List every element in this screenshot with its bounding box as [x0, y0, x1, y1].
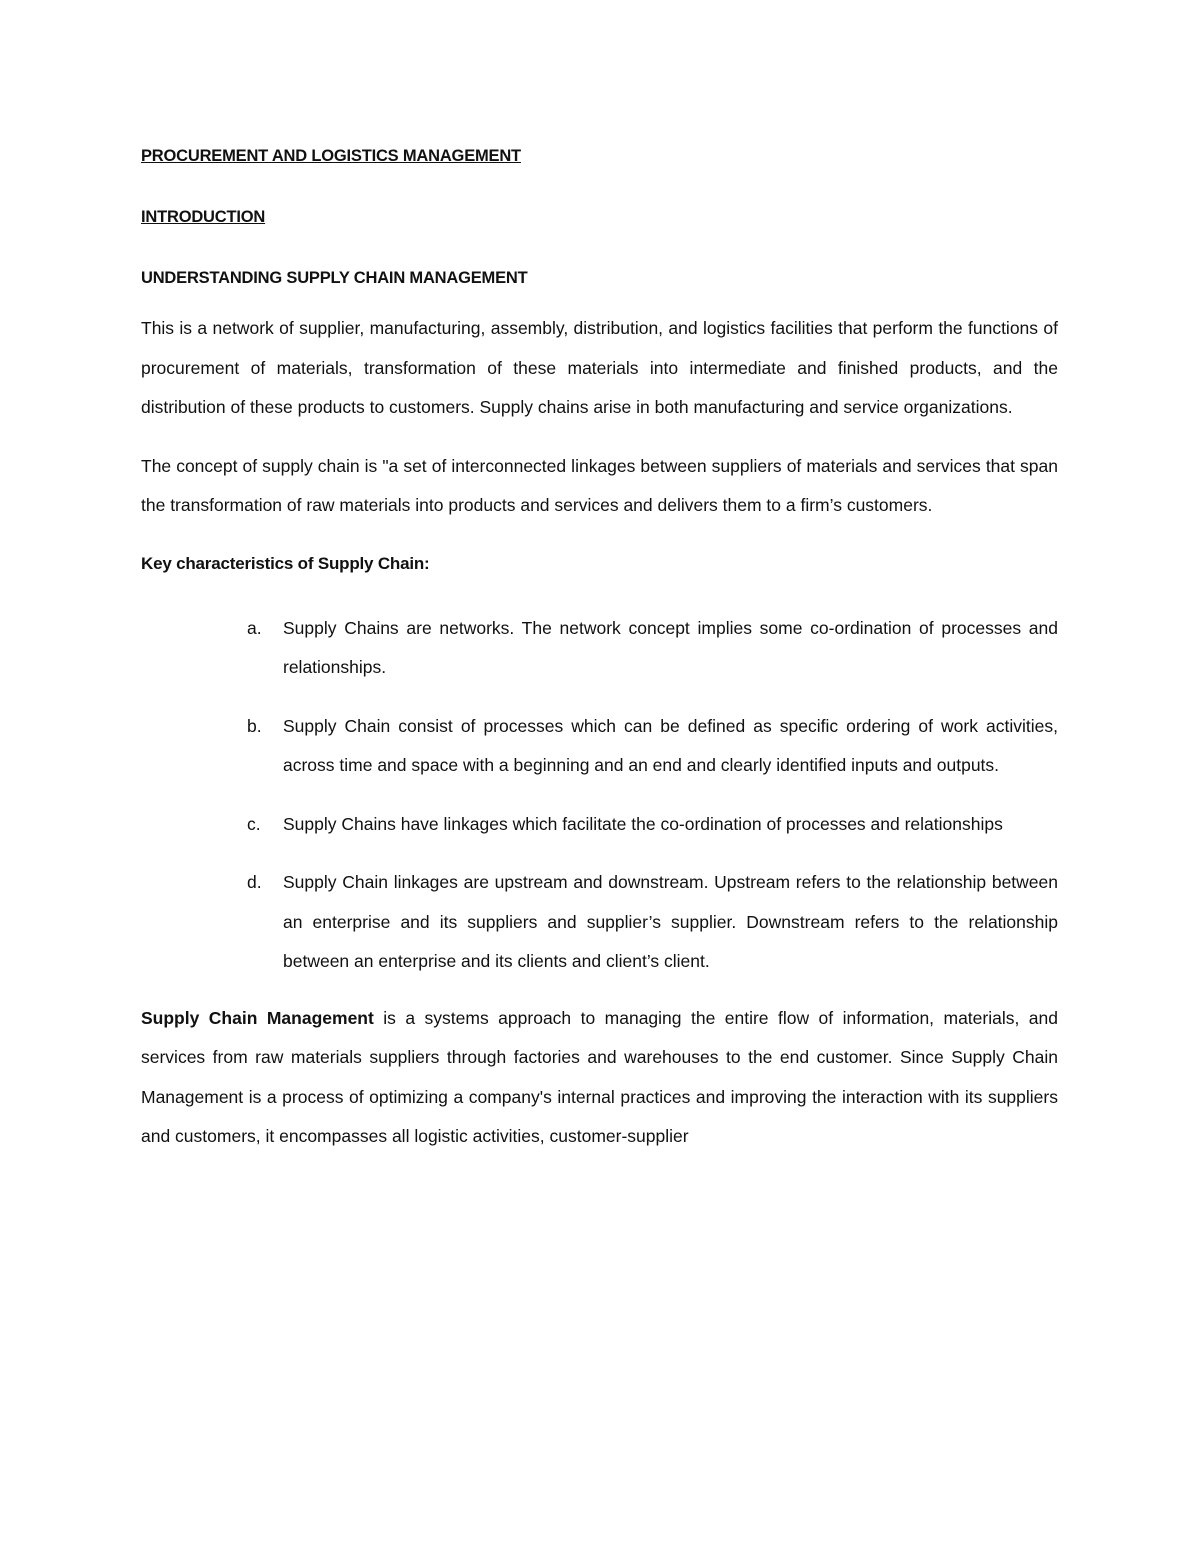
list-item-text: Supply Chains are networks. The network concept implies some co-ordination of processes and relationships. [283, 617, 1058, 677]
list-marker: b. [247, 715, 262, 736]
section-heading: INTRODUCTION [141, 208, 266, 226]
list-marker: d. [247, 872, 262, 892]
list-marker: a. [247, 617, 262, 638]
list-item [141, 707, 1058, 786]
document-page [141, 142, 1058, 1157]
paragraph-definition: This is a network of supplier, manufacturing, assembly, distribution, and logistics facilities that perform the functions of procurement of materials, transformation of these materials into intermediate and finished products, and the distribution of these products to customers. Supply chains arise in both manufacturing and service organizations. [141, 318, 1058, 417]
list-item-text: Supply Chain linkages are upstream and downstream. Upstream refers to the relationship between an enterprise and its suppliers and supplier’s supplier. Downstream refers to the relationship between an enterprise and its clients and client’s client. [283, 872, 1058, 971]
list-item-text: Supply Chain consist of processes which can be defined as specific ordering of work activities, across time and space with a beginning and an end and clearly identified inputs and outputs. [283, 715, 1058, 775]
scm-term: Supply Chain Management [141, 1007, 374, 1028]
list-item [141, 609, 1058, 688]
subsection-heading: UNDERSTANDING SUPPLY CHAIN MANAGEMENT [141, 269, 528, 287]
list-marker: c. [247, 813, 261, 834]
characteristics-list [141, 609, 1058, 982]
list-item-text: Supply Chains have linkages which facilitate the co-ordination of processes and relationships [283, 813, 1003, 834]
list-item [141, 805, 1058, 845]
list-item [141, 863, 1058, 982]
paragraph-scm [141, 999, 1058, 1157]
paragraph-concept: The concept of supply chain is "a set of interconnected linkages between suppliers of materials and services that span the transformation of raw materials into products and services and delivers them to a firm’s customers. [141, 455, 1058, 515]
scm-text: is a systems approach to managing the entire flow of information, materials, and services from raw materials suppliers through factories and warehouses to the end customer. Since Supply Chain Management is a process of optimizing a company's internal practices and improving the interaction with its suppliers and customers, it encompasses all logistic activities, customer-supplier [141, 1007, 1058, 1146]
document-title: PROCUREMENT AND LOGISTICS MANAGEMENT [141, 147, 521, 165]
key-characteristics-heading: Key characteristics of Supply Chain: [141, 553, 430, 573]
